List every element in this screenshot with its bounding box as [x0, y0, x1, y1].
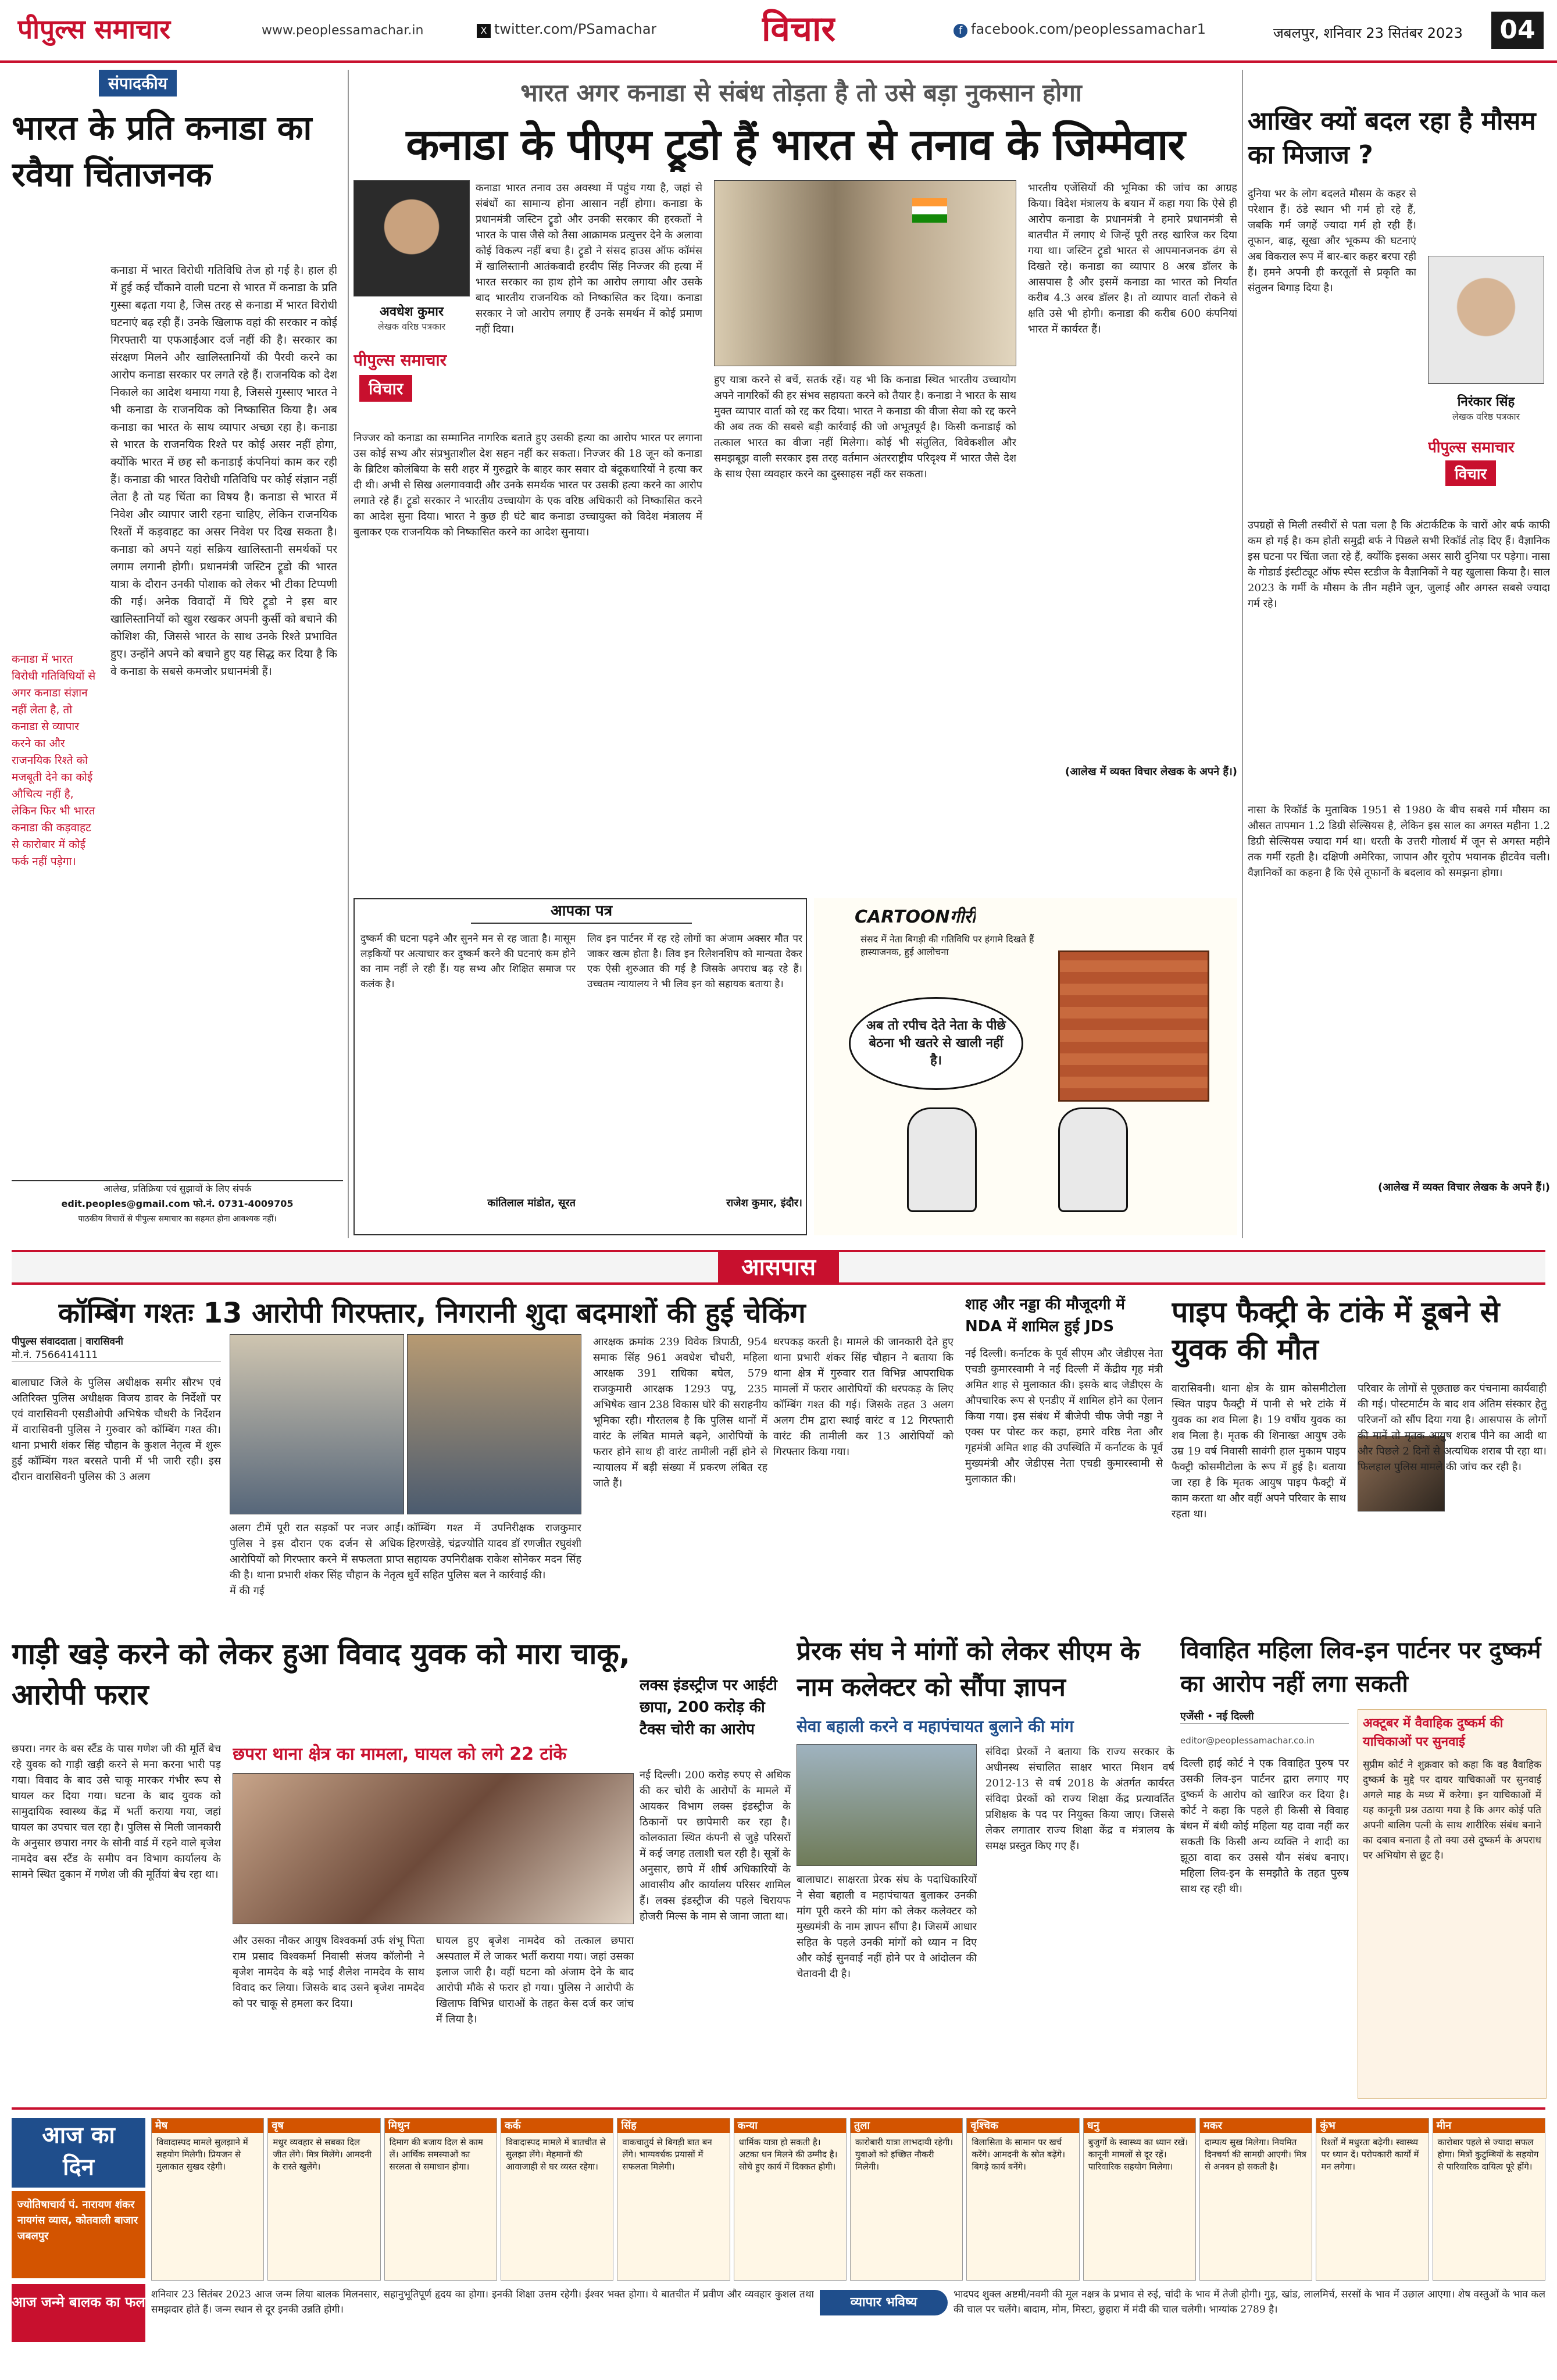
combing-photo-caption: अलग टीमें पूरी रात सड़कों पर नजर आईं। पुलिस ने इस दौरान एक दर्जन से अधिक आरोपियों को गिरफ्तार करने में सफलता प्राप्त की है। थाना प्रभारी शंकर सिंह चौहान के नेतृत्व में की गई [230, 1522, 404, 1597]
prerak-photo [797, 1744, 977, 1866]
combing-photo-2 [407, 1334, 581, 1514]
sign-text: विवादास्पद मामले में बातचीत से सुलझा लेंगे। मेहमानों की आवाजाही से घर व्यस्त रहेगा। [505, 2137, 606, 2172]
lead-article [353, 70, 1237, 884]
sign-text: मधुर व्यवहार से सबका दिल जीत लेंगे। मित्र मिलेंगे। आमदनी के रास्ते खुलेंगे। [273, 2137, 372, 2172]
lead-brand-logo: पीपुल्स समाचार [353, 351, 447, 370]
byline-place: वारासिवनी [85, 1336, 123, 1348]
sign-text: दिमाग की बजाय दिल से काम लें। आर्थिक समस्याओं का सरलता से समाधान होगा। [389, 2137, 483, 2172]
livein-box [1358, 1709, 1547, 2099]
chaku-body-2: और उसका नौकर आयुष विश्वकर्मा उर्फ शंभू पिता राम प्रसाद विश्वकर्मा निवासी संजय कॉलोनी ने बृजेश नामदेव के बड़े भाई शैलेश नामदेव के साथ विवाद कर लिया। जिसके बाद उसने बृजेश नामदेव को पर चाकू से हमला कर दिया। [233, 1935, 424, 2010]
sign-text: बुजुर्गों के स्वास्थ्य का ध्यान रखें। कानूनी मामलों से दूर रहें। पारिवारिक सहयोग मिलेगा। [1088, 2137, 1188, 2172]
livein-box-body: सुप्रीम कोर्ट ने शुक्रवार को कहा कि वह वैवाहिक दुष्कर्म के मुद्दे पर दायर याचिकाओं पर सुनवाई अगले माह के मध्य में करेगा। इन याचिकाओं में यह कानूनी प्रश्न उठाया गया है कि अगर कोई पति अपनी बालिग पत्नी के साथ शारीरिक संबंध बनाने का दबाव बनाता है तो क्या उसे दुष्कर्म के अपराध पर अभियोग से छूट है। [1363, 1759, 1541, 1861]
vyapar-text: भादपद शुक्ल अष्टमी/नवमी की मूल नक्षत्र के प्रभाव से रुई, चांदी के भाव में तेजी होगी। गुड़, खांड, लालमिर्च, सरसों के भाव में उछाल आएगा। शेष वस्तुओं के भाव कल की चाल पर चलेंगे। बादाम, मोम, मिस्टा, छुहारा में मंदी की चाल चलेगी। भाग्यांक 2789 है। [954, 2289, 1545, 2315]
contact-label: आलेख, प्रतिक्रिया एवं सुझावों के लिए संपर्क [103, 1183, 252, 1194]
letter-1-signature: कांतिलाल मांडोत, सूरत [487, 1197, 576, 1209]
horoscope-label [12, 2118, 145, 2188]
aaspaas-label: आसपास [718, 1252, 839, 1282]
pipe-body-2: परिवार के लोगों से पूछताछ कर पंचनामा कार्यवाही की गई। पोस्टमार्टम के बाद शव अंतिम संस्कार हेतु परिजनों को सौंप दिया गया है। आसपास के लोगों की मानें तो मृतक आयुष शराब पीने का आदी था और पिछले 2 दिनों से अत्यधिक शराब पी रहा था। फिलहाल पुलिस मामले की जांच कर रही है। [1358, 1382, 1547, 1473]
sign-name: मिथुन [385, 2118, 497, 2133]
column-divider [348, 70, 349, 1238]
chaku-photo [233, 1773, 634, 1924]
lead-col1: कनाडा भारत तनाव उस अवस्था में पहुंच गया है, जहां से संबंधों का सामान्य होना आसान नहीं होगा। कनाडा के प्रधानमंत्री जस्टिन ट्रूडो और उनकी सरकार की हरकतों ने भारत के पास जैसे को तैसा आक्रामक प्रत्युत्तर देने के अलावा कोई विकल्प नहीं बचा है। ट्रूडो ने संसद हाउस ऑफ कॉमंस में खालिस्तानी आतंकवादी हरदीप सिंह निज्जर की हत्या में भारत सरकार का हाथ होने का आरोप लगाया और उसके बाद भारतीय राजनयिक को निष्कासित कर दिया। कनाडा सरकार ने जो आरोप लगाए हैं उनके समर्थन में कोई प्रमाण नहीं दिया। [476, 182, 702, 335]
combing-story [12, 1293, 954, 1619]
sign-name: मेष [152, 2118, 263, 2133]
prerak-story [797, 1634, 1174, 2099]
lead-headline: कनाडा के पीएम ट्रूडो हैं भारत से तनाव के जिम्मेवार [406, 120, 1185, 170]
aaspaas-bar [12, 1250, 1545, 1285]
sign-name: तुला [851, 2118, 962, 2133]
sign-kanya [734, 2118, 847, 2281]
combing-byline: पीपुल्स संवाददाता | वारासिवनी मो.नं. 7566414111 [12, 1334, 221, 1361]
prerak-body-2: संविदा प्रेरकों ने बताया कि राज्य सरकार के अधीनस्थ संचालित साक्षर भारत मिशन वर्ष 2012-13 से वर्ष 2018 के अंतर्गत कार्यरत संविदा प्रेरकों को राज्य शिक्षा केंद्र प्रत्यावर्तित प्रशिक्षक के पद पर नियुक्त किया जाए। जिससे लेकर लगातार राज्य शिक्षा केंद्र व मंत्रालय के समक्ष प्रस्तुत किए गए हैं। [985, 1746, 1174, 1852]
combing-body-2: आरक्षक क्रमांक 239 विवेक त्रिपाठी, 954 समाक सिंह 961 अवधेश चौधरी, महिला आरक्षक 391 राधिका बघेल, 579 राजकुमारी आरक्षक 1293 पपू, 235 अभिषेक खान 238 विकास घोरे की सराहनीय भूमिका रही। गौरतलब है कि पुलिस थानों में वारंट के लंबित मामले बढ़ने, आरोपियों के फरार होने साथ ही वारंट तामीली नहीं होने से न्यायालय में बड़ी संख्या में प्रकरण लंबित रह जाते हैं। [593, 1336, 767, 1489]
facebook-link[interactable] [954, 21, 1206, 38]
bubble-text: अब तो रपीच देते नेता के पीछे बेठना भी खतरे से खाली नहीं है। [866, 1019, 1006, 1068]
author-name: अवधेश कुमार [380, 305, 444, 319]
side-body-2: उपग्रहों से मिली तस्वीरों से पता चला है कि अंटार्कटिक के चारों ओर बर्फ काफी कम हो गई है। कम होती समुद्री बर्फ ने पिछले सभी रिकॉर्ड तोड़ दिए हैं। वैज्ञानिक इस घटना पर चिंता जता रहे हैं, क्योंकि इसका असर सारी दुनिया पर पड़ेगा। नासा के गोडार्ड इंस्टीट्यूट ऑफ स्पेस स्टडीज के वैज्ञानिकों ने यह खुलासा किया है। साल 2023 के गर्मी के मौसम के तीन महीने जून, जुलाई और अगस्त सबसे ज्यादा गर्म रहे। [1248, 519, 1550, 610]
sign-meen [1433, 2118, 1545, 2281]
chaku-story [12, 1634, 634, 2099]
nda-story [965, 1293, 1163, 1619]
lead-col2: निज्जर को कनाडा का सम्मानित नागरिक बताते हुए उसकी हत्या का आरोप भारत पर लगाना उस कोई सभ्य और संप्रभुताशील देश सहन नहीं कर सकता। निज्जर की 18 जून को कनाडा के ब्रिटिश कोलंबिया के सरी शहर में गुरुद्वारे के बाहर कार सवार दो बंदूकधारियों ने हत्या कर दी थी। अभी से सिख अलगाववादी और उनके समर्थक भारत पर उसकी हत्या करने का आरोप लगाते रहे हैं। ट्रूडो सरकार ने भारतीय उच्चायोग के एक वरिष्ठ अधिकारी को निष्कासित करने का आदेश सुना दिया। भारत ने कुछ ही घंटे बाद कनाडा उच्चायुक्त को विदेश मंत्रालय में बुलाकर एक राजनयिक को निष्कासित करने का आदेश सुनाया। [353, 432, 702, 538]
editorial-contact [12, 1180, 343, 1235]
letters-title: आपका पत्र [471, 898, 692, 924]
horoscope-strip [12, 2107, 1545, 2375]
speech-bubble [849, 997, 1023, 1090]
combing-photo-1 [230, 1334, 404, 1514]
lead-photo [714, 180, 1016, 366]
side-article [1248, 70, 1550, 1238]
sign-text: रिश्तों में मधुरता बढ़ेगी। स्वास्थ्य पर ध्यान दें। परोपकारी कार्यों में मन लगेगा। [1321, 2137, 1419, 2172]
chaku-headline: गाड़ी खड़े करने को लेकर हुआ विवाद युवक को मारा चाकू, आरोपी फरार [12, 1637, 630, 1711]
combing-body: बालाघाट जिले के पुलिस अधीक्षक समीर सौरभ एवं अतिरिक्त पुलिस अधीक्षक विजय डावर के निर्देशों पर एवं वारासिवनी एसडीओपी अभिषेक चौधरी के निर्देशन में वारासिवनी पुलिस ने गुरुवार को कॉम्बिंग गश्त की। थाना प्रभारी शंकर सिंह चौहान के कुशल नेतृत्व में शुरू हुई कॉम्बिंग गश्त बरसते पानी में भी जारी रही। इस दौरान वारासिवनी पुलिस की 3 अलग [12, 1377, 221, 1483]
prerak-subhead: सेवा बहाली करने व महापंचायत बुलाने की मांग [797, 1717, 1074, 1736]
website-link[interactable]: www.peoplessamachar.in [262, 23, 424, 38]
sign-mithun [384, 2118, 497, 2281]
sign-name: मकर [1200, 2118, 1312, 2133]
side-brand-logo: पीपुल्स समाचार [1428, 439, 1515, 456]
it-raid-story [640, 1674, 791, 2099]
livein-email[interactable]: editor@peoplessamachar.co.in [1180, 1735, 1315, 1746]
sign-text: कारोबार पहले से ज्यादा सफल होगा। मित्रों कुटुम्बियों के सहयोग से पारिवारिक दायित्व पूरे होंगे। [1437, 2137, 1539, 2172]
flag-icon [912, 198, 947, 223]
chaku-body: छपरा। नगर के बस स्टैंड के पास गणेश जी की मूर्ति बेच रहे युवक को गाड़ी खड़ी करने से मना करना भारी पड़ गया। विवाद के बाद उसे चाकू मारकर गंभीर रूप से घायल कर दिया गया। घटना के बाद युवक को सामुदायिक स्वास्थ्य केंद्र में भर्ती कराया गया, जहां घायल का उपचार चल रहा है। पुलिस से मिली जानकारी के अनुसार छपारा नगर के सोनी वार्ड में रहने वाले बृजेश नामदेव बस स्टैंड के समीप वन विभाग कार्यालय के सामने स्थित दुकान में गणेश जी की मूर्तियां बेच रहा था। [12, 1743, 221, 1881]
editorial-title: भारत के प्रति कनाडा का रवैया चिंताजनक [12, 108, 312, 194]
section-title: विचार [762, 9, 836, 49]
page-number: 04 [1491, 12, 1544, 49]
figure-illustration [907, 1107, 977, 1212]
chaku-body-3: घायल हुए बृजेश नामदेव को तत्काल छपारा अस्पताल में ले जाकर भर्ती कराया गया। जहां उसका इलाज जारी है। वहीं घटना को अंजाम देने के बाद आरोपी मौके से फरार हो गया। पुलिस ने आरोपी के खिलाफ विभिन्न धाराओं के तहत केस दर्ज कर जांच में लिया है। [436, 1935, 634, 2025]
side-title: आखिर क्यों बदल रहा है मौसम का मिजाज ? [1248, 106, 1536, 170]
letters-box [353, 898, 807, 1235]
figure-illustration-2 [1058, 1107, 1128, 1212]
sign-vrish [267, 2118, 380, 2281]
prerak-headline: प्रेरक संघ ने मांगों को लेकर सीएम के नाम कलेक्टर को सौंपा ज्ञापन [797, 1636, 1140, 1702]
editorial-body: कनाडा में भारत विरोधी गतिविधि तेज हो गई है। हाल ही में हुई कई चौंकाने वाली घटना से भारत में कनाडा के प्रति गुस्सा बढ़ता गया है, जिस तरह से कनाडा में भारत विरोधी घटनाएं बढ़ रही हैं। उनके खिलाफ वहां की सरकार न कोई गिरफ्तारी या एफआईआर दर्ज नहीं की है। सरकार का संरक्षण मिलने और खालिस्तानियों की पैरवी करने का आरोप कनाडा सरकार पर लगते रहे हैं। राजनयिक को देश निकाले का आदेश थमाया गया है, जिससे गुस्साए भारत ने भी कनाडा के राजनयिक को निष्कासित किया है। अब कनाडा का भारत के साथ व्यापार अच्छा रहा है। कनाडा से भारत के राजनयिक रिश्ते पर कोई असर नहीं होगा, क्योंकि भारत में छह सौ कनाडाई कंपनियां काम कर रही हैं। कनाडा की भारत विरोधी गतिविधि पर कोई संज्ञान नहीं लेता है तो यह चिंता का विषय है। कनाडा से भारत में निवेश और व्यापार जारी रहना चाहिए, लेकिन राजनयिक रिश्तों में कड़वाहट का असर निवेश पर दिख सकता है। कनाडा को अपने यहां सक्रिय खालिस्तानी समर्थकों पर लगाम लगानी होगी। प्रधानमंत्री जस्टिन ट्रूडो की भारत यात्रा के दौरान उनकी पोशाक को लेकर भी टीका टिप्पणी की गई। अनेक विवादों में घिरे ट्रूडो ने इस बार खालिस्तानियों को खुश रखकर अपनी कुर्सी को बचाने की कोशिश की, जिससे भारत के साथ उनके रिश्ते प्रभावित हुए। उन्होंने अपने को बचाने हुए यह सिद्ध कर दिया है कि वे कनाडा के सबसे कमजोर प्रधानमंत्री हैं। [110, 264, 337, 678]
pipe-story [1172, 1293, 1547, 1619]
byline-name: पीपुल्स संवाददाता [12, 1336, 76, 1348]
masthead-logo[interactable]: पीपुल्स समाचार [17, 13, 171, 45]
astrologer: ज्योतिषाचार्य पं. नारायण शंकर नायगंस व्यास, कोतवाली बाजार जबलपुर [12, 2191, 145, 2278]
disclaimer: पाठकीय विचारों से पीपुल्स समाचार का सहमत होना आवश्यक नहीं। [78, 1214, 277, 1224]
it-raid-body: नई दिल्ली। 200 करोड़ रुपए से अधिक की कर चोरी के आरोपों के मामले में आयकर विभाग लक्स इंडस्ट्रीज के ठिकानों पर छापेमारी कर रहा है। कोलकाता स्थित कंपनी से जुड़े परिसरों में कई जगह तलाशी चल रही है। सूत्रों के अनुसार, छापे में शीर्ष अधिकारियों के आवासीय और कार्यालय परिसर शामिल हैं। लक्स इंडस्ट्रीज की पहले चिरायफ होजरी मिल्स के नाम से जाना जाता था। [640, 1769, 791, 1922]
cartoon-label: CARTOONगीरी [855, 907, 976, 927]
sign-name: कुंभ [1316, 2118, 1428, 2133]
prerak-body: बालाघाट। साक्षरता प्रेरक संघ के पदाधिकारियों ने सेवा बहाली व महापंचायत बुलाकर उनकी मांग पूरी करने की मांग को लेकर कलेक्टर को मुख्यमंत्री के नाम ज्ञापन सौंपा है। जिसमें आधार सहित के पहले उनकी मांगों को ध्यान न दिए और कोई सुनवाई नहीं होने पर वे आंदोलन की चेतावनी दी है। [797, 1874, 977, 1980]
dateline: जबलपुर, शनिवार 23 सितंबर 2023 [1273, 25, 1463, 41]
sign-singh [617, 2118, 730, 2281]
sign-tula [850, 2118, 963, 2281]
twitter-link[interactable] [477, 21, 656, 38]
livein-byline: एजेंसी • नई दिल्ली [1180, 1709, 1349, 1724]
janme-text: शनिवार 23 सितंबर 2023 आज जन्म लिया बालक मिलनसार, सहानुभूतिपूर्ण हृदय का होगा। इनकी शिक्षा उत्तम रहेगी। ईश्वर भक्त होगा। ये बातचीत में प्रवीण और व्यवहार कुशल तथा समझदार होते हैं। जन्म स्थान से दूर इनकी उन्नति होगी। [151, 2289, 814, 2315]
nda-body: नई दिल्ली। कर्नाटक के पूर्व सीएम और जेडीएस नेता एचडी कुमारस्वामी ने नई दिल्ली में केंद्रीय गृह मंत्री अमित शाह से मुलाकात की। इसके बाद जेडीएस के औपचारिक रूप से एनडीए में शामिल होने का ऐलान किया गया। इस संबंध में बीजेपी चीफ जेपी नड्डा ने एक्स पर पोस्ट कर कहा, हमारे वरिष्ठ नेता और गृहमंत्री अमित शाह की उपस्थिति में कर्नाटक के पूर्व मुख्यमंत्री और जेडीएस नेता एचडी कुमारस्वामी से मुलाकात की। [965, 1348, 1163, 1485]
sign-name: कर्क [501, 2118, 613, 2133]
sign-text: दाम्पत्य सुख मिलेगा। नियमित दिनचर्या की सामग्री आएगी। मित्र से अनबन हो सकती है। [1204, 2137, 1306, 2172]
side-body-1: दुनिया भर के लोग बदलते मौसम के कहर से परेशान हैं। ठंडे स्थान भी गर्म हो रहे हैं, जबकि गर्म जगहें ज्यादा गर्म हो रही हैं। तूफान, बाढ़, सूखा और भूकम्प की घटनाएं अब विकराल रूप में बार-बार कहर बरपा रही हैं। हमने अपनी ही करतूतों से प्रकृति का संतुलन बिगाड़ दिया है। [1248, 188, 1416, 294]
sign-name: वृश्चिक [967, 2118, 1079, 2133]
twitter-icon: X [477, 24, 491, 38]
combing-photo-caption-2: कॉम्बिंग गश्त में उपनिरीक्षक राजकुमार हिरणखेड़े, चंद्रज्योति यादव डॉ रणजीत रघुवंशी सहायक उपनिरीक्षक राकेश सोनेकर मदन सिंह धुर्वे सहित पुलिस बल ने कार्रवाई की। [407, 1522, 581, 1581]
contact-email[interactable]: edit.peoples@gmail.com फो.नं. 0731-4009705 [61, 1198, 294, 1209]
sign-text: विवादास्पद मामले सुलझाने में सहयोग मिलेगी। प्रियजन से मुलाकात सुखद रहेगी। [156, 2137, 248, 2172]
sign-kumbh [1316, 2118, 1429, 2281]
column-divider [1242, 70, 1243, 1238]
editorial-column [12, 70, 343, 1238]
lead-col3: हुए यात्रा करने से बचें, सतर्क रहें। यह भी कि कनाडा स्थित भारतीय उच्चायोग अपने नागरिकों की हर संभव सहायता करने को तैयार है। कनाडा ने भारत के साथ मुक्त व्यापार वार्ता को रद्द कर दिया। भारत ने कनाडा की वीजा सेवा को रद्द करने की अब तक की सबसे बड़ी कार्रवाई की जो अभूतपूर्व है। किसी कनाडाई को तत्काल भारत का वीजा नहीं मिलेगा। कोई भी संतुलित, विवेकशील और समझबूझ वाली सरकार इस तरह वर्तमान अंतरराष्ट्रीय परिदृश्य में भारत जैसे देश के साथ ऐसा व्यवहार करने का दुस्साहस नहीं कर सकता। [714, 374, 1016, 480]
byline-mobile: मो.नं. 7566414111 [12, 1349, 98, 1361]
author-role: लेखक वरिष्ठ पत्रकार [377, 321, 446, 332]
letter-1: दुष्कर्म की घटना पढ़ने और सुनने मन से रह जाता है। मासूम लड़कियों पर अत्याचार कर दुष्कर्म करने की घटनाएं कम होने का नाम नहीं ले रही हैं। यह सभ्य और शिक्षित समाज पर कलंक है। [360, 933, 576, 990]
building-illustration [1058, 950, 1209, 1102]
sign-dhanu [1083, 2118, 1196, 2281]
side-footer: (आलेख में व्यक्त विचार लेखक के अपने हैं।) [1378, 1181, 1550, 1193]
side-author-photo [1428, 256, 1544, 384]
label-bottom: दिन [63, 2154, 94, 2181]
sign-text: धार्मिक यात्रा हो सकती है। अटका धन मिलने की उम्मीद है। सोचे हुए कार्य में दिक्कत होगी। [738, 2137, 838, 2172]
livein-box-title: अक्टूबर में वैवाहिक दुष्कर्म की याचिकाओं पर सुनवाई [1363, 1716, 1504, 1749]
sign-text: विलासिता के सामान पर खर्च करेंगे। आमदनी के स्रोत बढ़ेंगे। बिगड़े कार्य बनेंगे। [972, 2137, 1066, 2172]
janme-label: आज जन्मे बालक का फल [12, 2284, 145, 2342]
lead-kicker: भारत अगर कनाडा से संबंध तोड़ता है तो उसे बड़ा नुकसान होगा [520, 78, 1082, 107]
letter-2-signature: राजेश कुमार, इंदौर। [726, 1197, 802, 1209]
facebook-handle: facebook.com/peoplessamachar1 [971, 21, 1206, 37]
sign-name: सिंह [617, 2118, 729, 2133]
sign-name: वृष [268, 2118, 380, 2133]
side-author-name: निरंकार सिंह [1457, 395, 1515, 409]
lead-footer: (आलेख में व्यक्त विचार लेखक के अपने हैं।) [1065, 766, 1237, 778]
chaku-subhead: छपरा थाना क्षेत्र का मामला, घायल को लगे 22 टांके [233, 1744, 567, 1764]
side-body-3: नासा के रिकॉर्ड के मुताबिक 1951 से 1980 के बीच सबसे गर्म मौसम का औसत तापमान 1.2 डिग्री सेल्सियस है, लेकिन इस साल का अगस्त महीना 1.2 डिग्री सेल्सियस ज्यादा गर्म था। धरती के उत्तरी गोलार्ध में जून से अगस्त महीने तक गर्मी रहती है। दक्षिणी अमेरिका, जापान और यूरोप भयानक हीटवेव चली। वैज्ञानिकों का कहना है कि ऐसे तूफानों के बदलाव को समझना होगा। [1248, 804, 1550, 879]
livein-body: दिल्ली हाई कोर्ट ने एक विवाहित पुरुष पर उसकी लिव-इन पार्टनर द्वारा लगाए गए दुष्कर्म के आरोप को खारिज कर दिया है। कोर्ट ने कहा कि पहले ही किसी से विवाह बंधन में बंधी कोई महिला यह दावा नहीं कर सकती कि किसी अन्य व्यक्ति ने शादी का झूठा वादा कर उससे यौन संबंध बनाए। महिला लिव-इन के समझौते के तहत पुरुष साथ रह रही थी। [1180, 1757, 1349, 1895]
lead-col4: भारतीय एजेंसियों की भूमिका की जांच का आग्रह किया। विदेश मंत्रालय के बयान में कहा गया कि ऐसे ही आरोप कनाडा के प्रधानमंत्री ने हमारे प्रधानमंत्री से बातचीत में लगाए थे जिन्हें पूरी तरह खारिज कर दिया गया था। जस्टिन ट्रूडो भारत से आपमानजनक ढंग से दिखते रहे। कनाडा का व्यापार 8 अरब डॉलर के आसपास है और इसमें कनाडा का भारत को निर्यात करीब 4.3 अरब डॉलर है। तो व्यापार वार्ता रोकने से क्षति उसे भी होगी। कनाडा की करीब 600 कंपनियां भारत में कार्यरत हैं। [1028, 182, 1237, 335]
cartoon-box [814, 898, 1237, 1235]
livein-agency: एजेंसी [1180, 1710, 1204, 1723]
livein-story [1180, 1634, 1547, 2099]
livein-place: नई दिल्ली [1216, 1710, 1254, 1723]
livein-headline: विवाहित महिला लिव-इन पार्टनर पर दुष्कर्म का आरोप नहीं लगा सकती [1180, 1637, 1541, 1698]
twitter-handle: twitter.com/PSamachar [494, 21, 657, 37]
pipe-body: वारासिवनी। थाना क्षेत्र के ग्राम कोसमीटोला स्थित पाइप फैक्ट्री में पानी से भरे टांके में युवक का शव मिला है। 19 वर्षीय युवक का शव मिला है। मृतक की शिनाख्त आयुष उके उम्र 19 वर्ष निवासी सावंगी हाल मुकाम पाइप फैक्ट्री कोसमीटोला के रूप में हुई है। बताया जा रहा है कि मृतक आयुष पाइप फैक्ट्री में काम करता था और वहीं अपने परिवार के साथ रहता था। [1172, 1382, 1346, 1520]
sign-name: कन्या [734, 2118, 846, 2133]
facebook-icon: f [954, 24, 967, 38]
pipe-headline: पाइप फैक्ट्री के टांके में डूबने से युवक की मौत [1172, 1295, 1500, 1366]
sign-kark [501, 2118, 613, 2281]
side-author-role: लेखक वरिष्ठ पत्रकार [1452, 411, 1520, 422]
lead-brand-tag: विचार [359, 375, 412, 402]
combing-body-3: धरपकड़ करती है। मामले की जानकारी देते हुए थाना प्रभारी शंकर सिंह चौहान ने बताया कि थाना क्षेत्र में गुरुवार रात विभिन्न आपराधिक मामलों में फरार आरोपियों की धरपकड़ के लिए कॉम्बिंग गश्त की गई। जिसके तहत 3 अलग अलग टीम द्वारा स्थाई वारंट व 12 गिरफ्तारी वारंट की तामीली कर 13 आरोपियों को गिरफ्तार किया गया। [773, 1336, 954, 1458]
combing-headline: कॉम्बिंग गश्तः 13 आरोपी गिरफ्तार, निगरानी शुदा बदमाशों की हुई चेकिंग [58, 1297, 806, 1330]
letter-2: लिव इन पार्टनर में रह रहे लोगों का अंजाम अक्सर मौत पर जाकर खत्म होता है। लिव इन रिलेशनशिप को मान्यता देकर एक ऐसी शुरुआत की गई है जिसके अपराध बढ़ रहे हैं। उच्चतम न्यायालय ने भी लिव इन को सहायक बताया है। [587, 933, 802, 990]
editorial-label: संपादकीय [99, 70, 177, 97]
sign-vrishchik [966, 2118, 1079, 2281]
nda-headline: शाह और नड्डा की मौजूदगी में NDA में शामिल हुई JDS [965, 1296, 1125, 1335]
editorial-pullquote: कनाडा में भारत विरोधी गतिविधियों से अगर कनाडा संज्ञान नहीं लेता है, तो कनाडा से व्यापार करने का और राजनयिक रिश्ते को मजबूती देने का कोई औचित्य नहीं है, लेकिन फिर भी भारत कनाडा की कड़वाहट से कारोबार में कोई फर्क नहीं पड़ेगा। [12, 653, 96, 868]
cartoon-caption: संसद में नेता बिगड़ी की गतिविधि पर हंगामे दिखते हैं हास्याजनक, हुई आलोचना [860, 934, 1034, 957]
it-raid-headline: लक्स इंडस्ट्रीज पर आईटी छापा, 200 करोड़ की टैक्स चोरी का आरोप [640, 1677, 777, 1738]
masthead [0, 0, 1557, 63]
sign-text: वाकचातुर्य से बिगड़ी बात बन लेंगे। भाग्यवर्धक प्रयासों में सफलता मिलेगी। [622, 2137, 712, 2172]
label-top: आज का [42, 2122, 115, 2149]
sign-name: मीन [1433, 2118, 1545, 2133]
sign-mesh [151, 2118, 264, 2281]
author-photo [353, 180, 470, 296]
sign-makar [1199, 2118, 1312, 2281]
sign-name: धनु [1084, 2118, 1195, 2133]
vyapar-label: व्यापार भविष्य [820, 2290, 948, 2315]
zodiac-grid [151, 2118, 1545, 2281]
sign-text: कारोबारी यात्रा लाभदायी रहेगी। युवाओं को इच्छित नौकरी मिलेगी। [855, 2137, 954, 2172]
side-brand-tag: विचार [1445, 460, 1496, 486]
